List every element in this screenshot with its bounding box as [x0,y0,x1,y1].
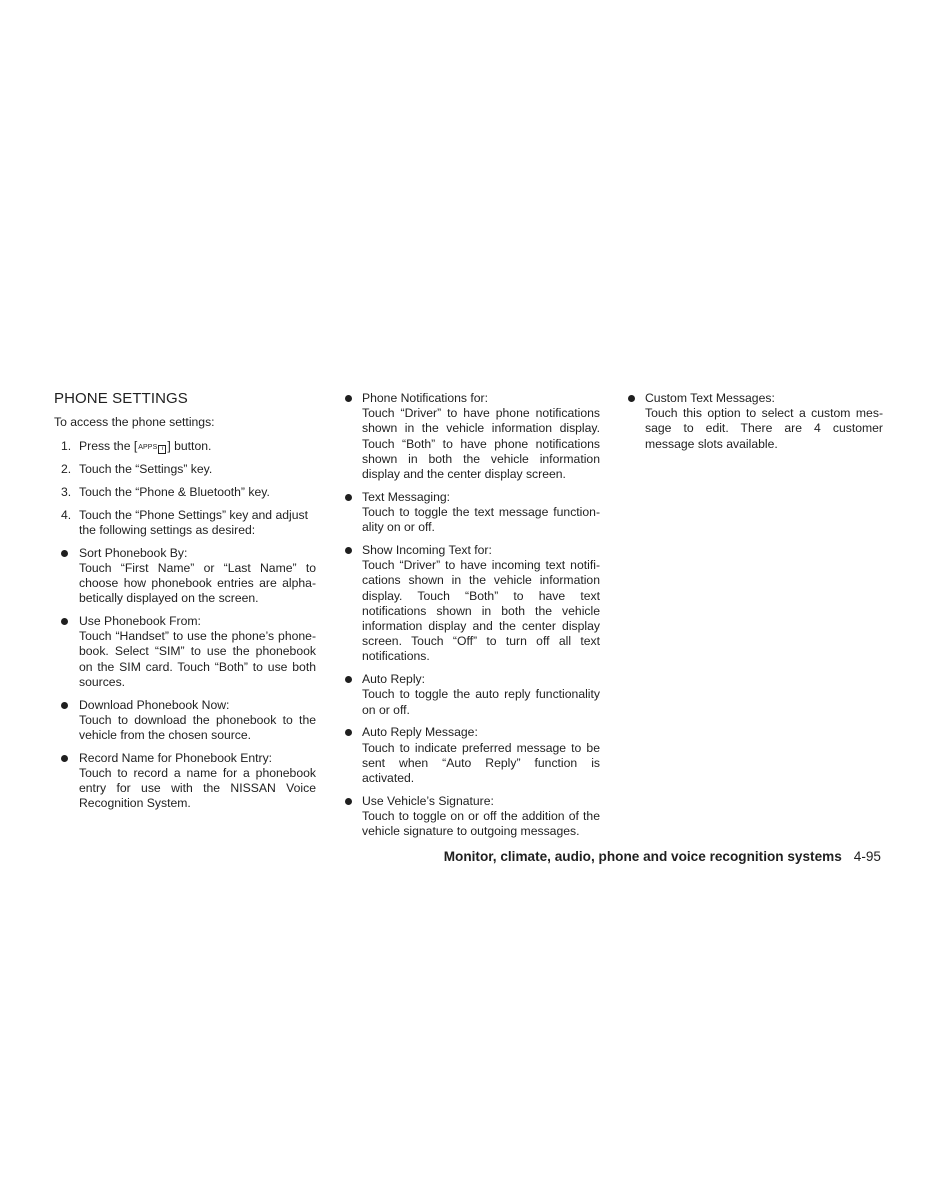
bullet-item [54,546,316,607]
bullet-dot-icon [345,729,352,736]
bullet-body: Touch this option to select a custom message to edit. There are 4 customer message slots available. [645,406,883,451]
bullet-body: Touch “Handset” to use the phone’s phonebook. Select “SIM” to use the phonebook on the SIM card. Touch “Both” to use both sources. [79,629,316,689]
bullet-body: Touch to download the phonebook to the vehicle from the chosen source. [79,712,316,743]
step-text: Touch the “Phone & Bluetooth” key. [79,484,270,499]
bullet-item [628,391,883,452]
info-icon: i [158,445,166,454]
bullet-dot-icon [345,494,352,501]
bullet-body: Touch to record a name for a phonebook entry for use with the NISSAN Voice Recognition System. [79,766,316,811]
bullet-item [54,751,316,812]
bullet-dot-icon [628,395,635,402]
bullet-body: Touch to indicate preferred message to be sent when “Auto Reply” function is activated. [362,740,600,786]
settings-bullet-list [345,391,600,839]
bullet-dot-icon [345,547,352,554]
bullet-dot-icon [61,550,68,557]
step-item [54,485,316,500]
bullet-body: Touch to toggle the text message functionality on or off. [362,505,600,535]
bullet-title: Use Phonebook From: [79,614,201,628]
middle-column [345,391,600,847]
bullet-body: Touch “Driver” to have incoming text notifications shown in the vehicle information display. Touch “Both” to have text notifications shown in both the vehicle information display and the center display screen. Touch “Off” to turn off all text notifications. [362,558,600,664]
bullet-item [345,794,600,840]
bullet-dot-icon [345,798,352,805]
bullet-dot-icon [61,755,68,762]
bullet-title: Download Phonebook Now: [79,697,230,712]
apps-button-icon [137,443,167,454]
bullet-item [345,672,600,718]
bullet-item [345,543,600,665]
step-number: 3. [61,484,72,499]
bullet-item [345,391,600,482]
step-item [54,508,316,538]
bullet-body: Touch to toggle the auto reply functionality on or off. [362,687,600,717]
step-text: Touch the “Phone Settings” key and adjust the following settings as desired: [79,507,308,537]
intro-text: To access the phone settings: [54,415,215,429]
section-title: PHONE SETTINGS [54,390,188,407]
bullet-item [54,614,316,690]
settings-bullet-list [628,391,883,452]
step-number: 1. [61,439,72,454]
step-item [54,439,316,454]
left-column [54,390,316,819]
bullet-title: Sort Phonebook By: [79,545,188,560]
step-item [54,462,316,477]
bullet-body: Touch to toggle on or off the addition of the vehicle signature to outgoing messages. [362,809,600,839]
bullet-dot-icon [345,395,352,402]
bullet-item [345,725,600,786]
bullet-title: Record Name for Phonebook Entry: [79,750,273,765]
bullet-title: Use Vehicle’s Signature: [362,793,494,808]
footer-chapter-title: Monitor, climate, audio, phone and voice recognition systems [443,849,842,864]
bullet-item [345,490,600,536]
bullet-body: Touch “First Name” or “Last Name” to choose how phonebook entries are alphabetically displayed on the screen. [79,560,316,606]
bullet-dot-icon [345,676,352,683]
right-column [628,391,883,459]
steps-list [54,439,316,538]
bullet-body: Touch “Driver” to have phone notifications shown in the vehicle information display. Touch “Both” to have phone notifications shown in both the vehicle information display and the center display screen. [362,406,600,482]
apps-button-label: APPS [138,444,158,452]
bullet-title: Custom Text Messages: [645,391,775,405]
bullet-title: Auto Reply Message: [362,725,478,740]
page-footer [444,848,881,866]
page-number: 4-95 [853,849,881,864]
bullet-title: Show Incoming Text for: [362,543,492,558]
bullet-title: Auto Reply: [362,672,426,687]
bullet-title: Phone Notifications for: [362,391,489,405]
step-text-pre: Press the [ [79,439,138,454]
step-text-post: ] button. [167,439,212,454]
step-number: 4. [61,507,72,522]
step-text: Touch the “Settings” key. [79,462,213,476]
step-number: 2. [61,462,72,476]
bullet-item [54,698,316,744]
bullet-title: Text Messaging: [362,489,451,504]
settings-bullet-list [54,546,316,812]
bullet-dot-icon [61,702,68,709]
bullet-dot-icon [61,618,68,625]
